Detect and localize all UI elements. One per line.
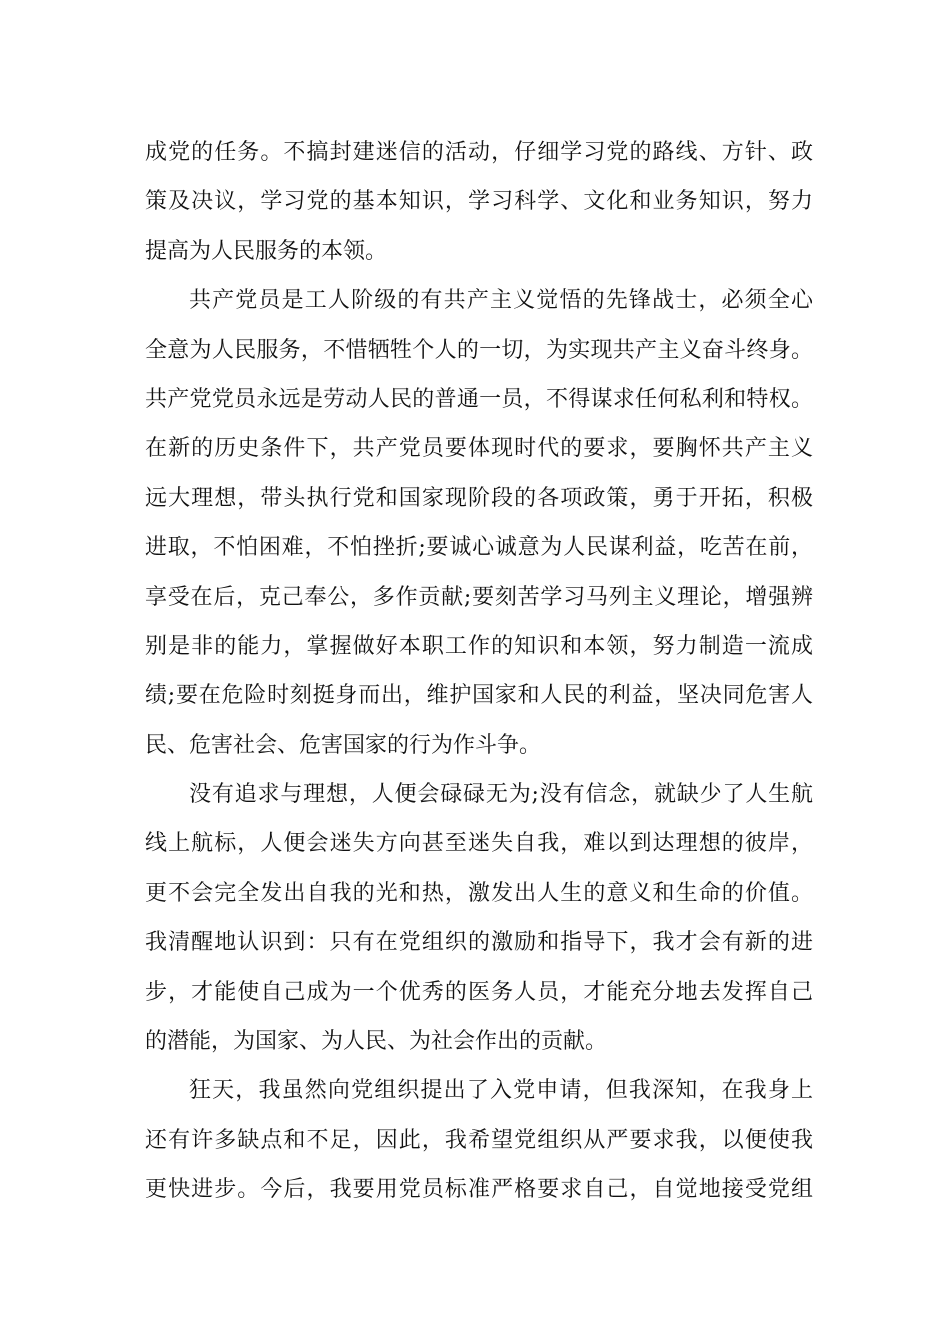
text-line: 共产党员是工人阶级的有共产主义觉悟的先锋战士，必须全心 <box>189 288 813 314</box>
text-line: 进取，不怕困难，不怕挫折;要诚心诚意为人民谋利益，吃苦在前， <box>145 535 813 561</box>
text-line: 民、危害社会、危害国家的行为作斗争。 <box>145 732 542 758</box>
paragraph-2 <box>145 276 813 770</box>
text-line: 策及决议，学习党的基本知识，学习科学、文化和业务知识，努力 <box>145 189 813 215</box>
paragraph-4 <box>145 1066 813 1214</box>
document-body <box>145 128 813 1215</box>
text-line: 享受在后，克己奉公，多作贡献;要刻苦学习马列主义理论，增强辨 <box>145 584 813 610</box>
text-line: 还有许多缺点和不足，因此，我希望党组织从严要求我，以便使我 <box>145 1127 813 1153</box>
text-line: 更不会完全发出自我的光和热，激发出人生的意义和生命的价值。 <box>145 880 813 906</box>
text-line: 提高为人民服务的本领。 <box>145 238 388 264</box>
text-line: 成党的任务。不搞封建迷信的活动，仔细学习党的路线、方针、政 <box>145 140 813 165</box>
text-line: 别是非的能力，掌握做好本职工作的知识和本领，努力制造一流成 <box>145 633 813 659</box>
text-line: 的潜能，为国家、为人民、为社会作出的贡献。 <box>145 1029 608 1055</box>
text-line: 更快进步。今后，我要用党员标准严格要求自己，自觉地接受党组 <box>145 1177 813 1203</box>
paragraph-1 <box>145 128 813 276</box>
text-line: 全意为人民服务，不惜牺牲个人的一切，为实现共产主义奋斗终身。 <box>145 337 813 363</box>
text-line: 共产党党员永远是劳动人民的普通一员，不得谋求任何私利和特权。 <box>145 386 813 412</box>
text-line: 狂天，我虽然向党组织提出了入党申请，但我深知，在我身上 <box>189 1078 813 1104</box>
text-line: 步，才能使自己成为一个优秀的医务人员，才能充分地去发挥自己 <box>145 979 813 1005</box>
paragraph-3 <box>145 770 813 1066</box>
text-line: 我清醒地认识到：只有在党组织的激励和指导下，我才会有新的进 <box>145 930 813 956</box>
text-line: 远大理想，带头执行党和国家现阶段的各项政策，勇于开拓，积极 <box>145 485 813 511</box>
text-line: 没有追求与理想，人便会碌碌无为;没有信念，就缺少了人生航 <box>189 782 813 808</box>
text-line: 绩;要在危险时刻挺身而出，维护国家和人民的利益，坚决同危害人 <box>145 683 813 709</box>
text-line: 线上航标，人便会迷失方向甚至迷失自我，难以到达理想的彼岸， <box>145 831 813 857</box>
text-line: 在新的历史条件下，共产党员要体现时代的要求，要胸怀共产主义 <box>145 436 813 462</box>
